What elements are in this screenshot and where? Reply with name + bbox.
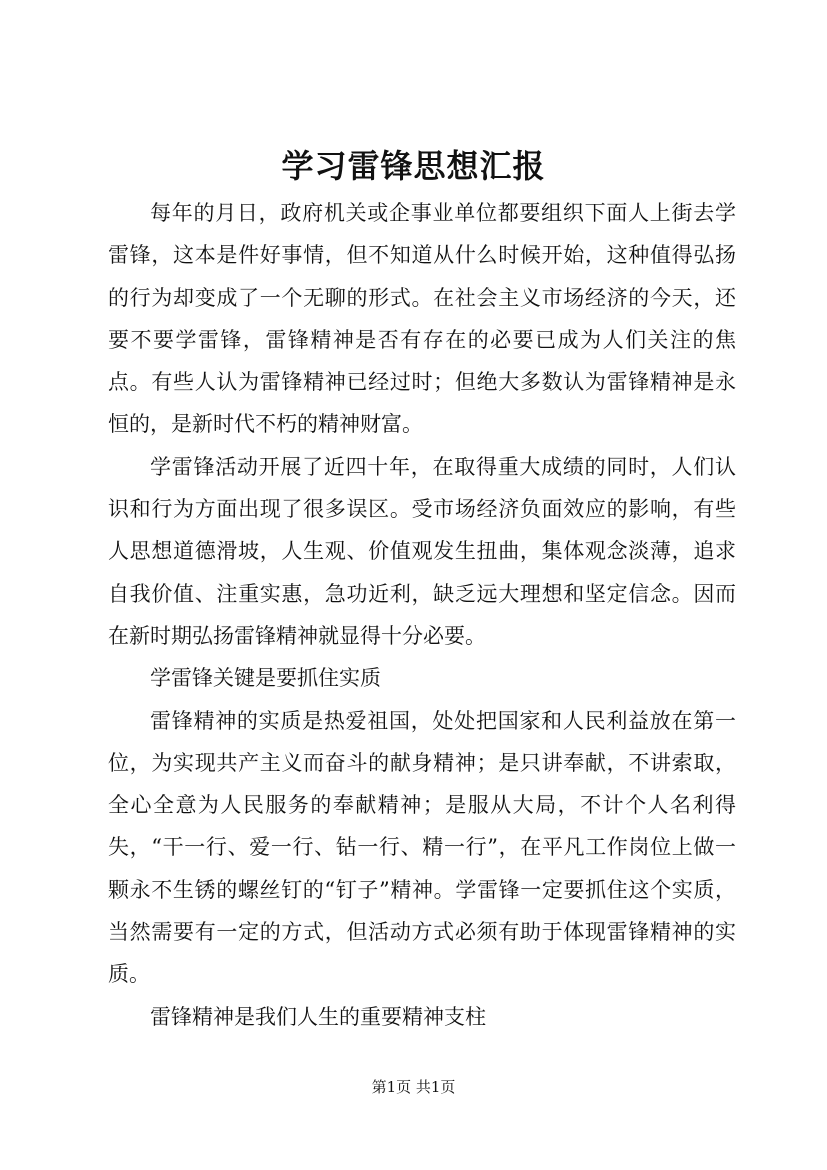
document-title: 学习雷锋思想汇报 xyxy=(281,147,546,185)
document-body xyxy=(108,192,736,1038)
paragraph-3: 雷锋精神的实质是热爱祖国，处处把国家和人民利益放在第一位，为实现共产主义而奋斗的献身精神；是只讲奉献，不讲索取，全心全意为人民服务的奉献精神；是服从大局，不计个人名利得失，“干一行、爱一行、钻一行、精一行”，在平凡工作岗位上做一颗永不生锈的螺丝钉的“钉子”精神。学雷锋一定要抓住这个实质，当然需要有一定的方式，但活动方式必须有助于体现雷锋精神的实质。 xyxy=(108,708,736,987)
section-heading-pillar: 雷锋精神是我们人生的重要精神支柱 xyxy=(150,1004,486,1029)
section-heading-essence: 学雷锋关键是要抓住实质 xyxy=(150,666,381,691)
paragraph-1: 每年的月日，政府机关或企事业单位都要组织下面人上街去学雷锋，这本是件好事情，但不知道从什么时候开始，这种值得弘扬的行为却变成了一个无聊的形式。在社会主义市场经济的今天，还要不要学雷锋，雷锋精神是否有存在的必要已成为人们关注的焦点。有些人认为雷锋精神已经过时；但绝大多数认为雷锋精神是永恒的，是新时代不朽的精神财富。 xyxy=(108,201,736,437)
page-footer: 第1页 共1页 xyxy=(371,1078,456,1096)
paragraph-2: 学雷锋活动开展了近四十年，在取得重大成绩的同时，人们认识和行为方面出现了很多误区。受市场经济负面效应的影响，有些人思想道德滑坡，人生观、价值观发生扭曲，集体观念淡薄，追求自我价值、注重实惠，急功近利，缺乏远大理想和坚定信念。因而在新时期弘扬雷锋精神就显得十分必要。 xyxy=(108,454,736,648)
